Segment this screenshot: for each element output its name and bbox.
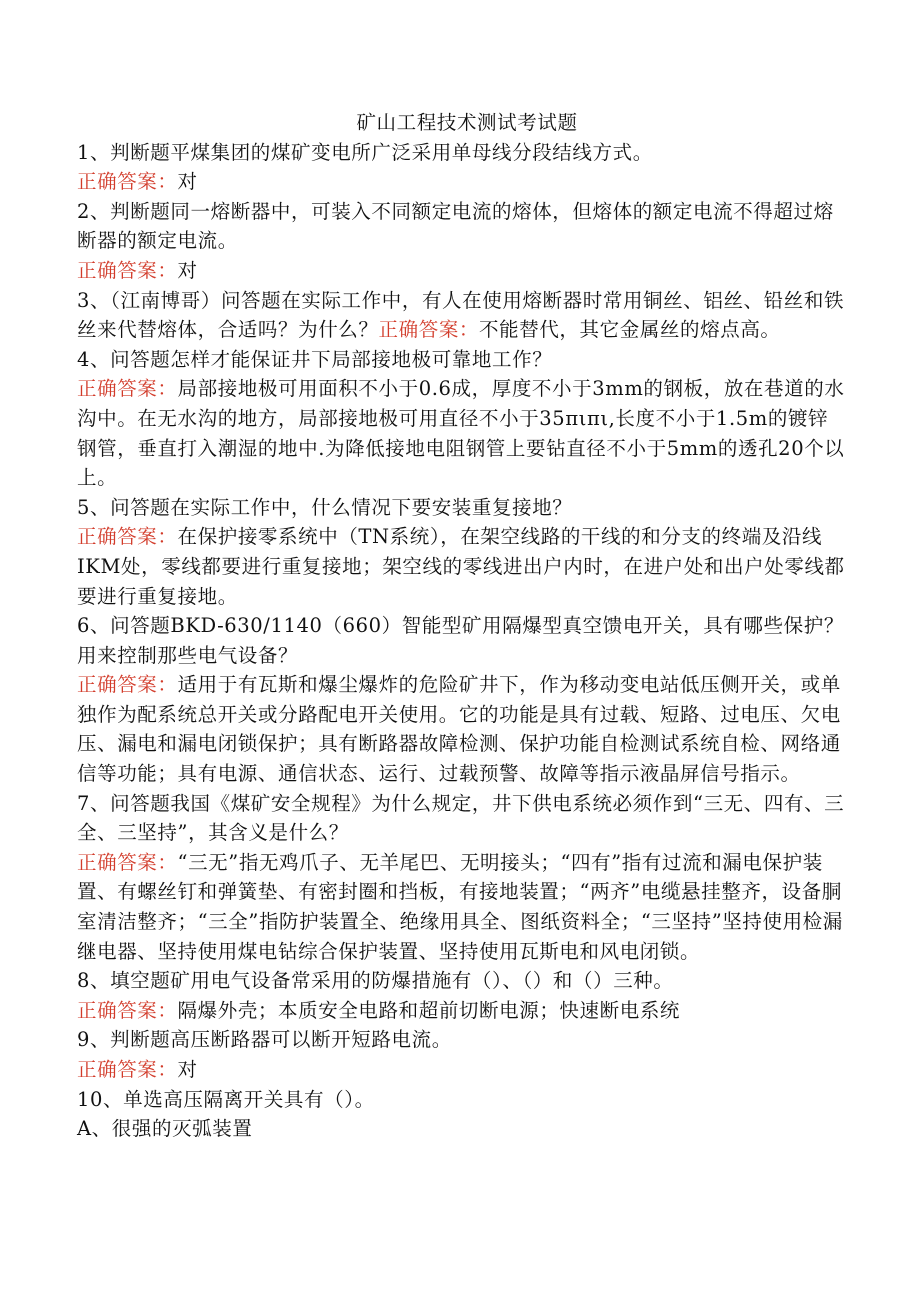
answer-label: 正确答案： [77,1058,178,1081]
answer-8 [77,996,847,1026]
answer-label: 正确答案： [77,377,178,401]
answer-text: 对 [177,1058,198,1081]
answer-6 [77,670,847,788]
answer-7 [77,848,847,966]
answer-text: 不能替代，其它金属丝的熔点高。 [479,318,781,342]
answer-9 [77,1055,847,1085]
question-3 [77,286,847,345]
option-a: A、很强的灭弧装置 [77,1117,253,1141]
answer-label: 正确答案： [77,850,178,874]
answer-text: 隔爆外壳；本质安全电路和超前切断电源；快速断电系统 [177,998,681,1022]
answer-5 [77,522,847,611]
answer-4 [77,374,847,492]
question-8: 8、填空题矿用电气设备常采用的防爆措施有（）、（）和（）三种。 [77,969,674,993]
answer-text: “三无”指无鸡爪子、无羊尾巴、无明接头；“四有”指有过流和漏电保护装置、有螺丝钉和弹簧垫、有密封圈和挡板，有接地装置；“两齐”电缆悬挂整齐，设备胴室清洁整齐；“三全”指防护装置全、绝缘用具全、图纸资料全；“三坚持”坚持使用检漏继电器、坚持使用煤电钻综合保护装置、坚持使用瓦斯电和风电闭锁。 [77,850,843,963]
answer-label: 正确答案： [77,673,178,697]
question-text: 3、（江南博哥）问答题在实际工作中，有人在使用熔断器时常用铜丝、铝丝、铅丝和铁丝来代替熔体，合适吗？为什么？ [77,288,845,342]
answer-text: 对 [177,170,198,194]
question-1: 1、判断题平煤集团的煤矿变电所广泛采用单母线分段结线方式。 [77,140,653,164]
document-page [77,108,847,1144]
answer-label: 正确答案： [77,258,178,282]
answer-label: 正确答案： [77,170,178,194]
answer-2 [77,256,847,286]
answer-label: 正确答案： [77,525,178,549]
question-2: 2、判断题同一熔断器中，可装入不同额定电流的熔体，但熔体的额定电流不得超过熔断器的额定电流。 [77,199,834,253]
question-4: 4、问答题怎样才能保证井下局部接地极可靠地工作？ [77,347,553,371]
answer-label: 正确答案： [77,998,178,1022]
question-9: 9、判断题高压断路器可以断开短路电流。 [77,1028,452,1052]
answer-text: 在保护接零系统中（TN系统），在架空线路的干线的和分支的终端及沿线IKM处，零线都要进行重复接地；架空线的零线进出户内时，在进户处和出户处零线都要进行重复接地。 [77,525,845,608]
question-7: 7、问答题我国《煤矿安全规程》为什么规定，井下供电系统必须作到“三无、四有、三全、三坚持”，其含义是什么？ [77,791,845,845]
question-6: 6、问答题BKD-630/1140（660）智能型矿用隔爆型真空馈电开关，具有哪些保护？用来控制那些电气设备？ [77,614,844,667]
document-title: 矿山工程技术测试考试题 [356,111,578,134]
answer-label: 正确答案： [378,318,480,342]
answer-text: 对 [177,258,198,282]
answer-text: 适用于有瓦斯和爆尘爆炸的危险矿井下，作为移动变电站低压侧开关，或单独作为配系统总开关或分路配电开关使用。它的功能是具有过载、短路、过电压、欠电压、漏电和漏电闭锁保护；具有断路器故障检测、保护功能自检测试系统自检、网络通信等功能；具有电源、通信状态、运行、过载预警、故障等指示液晶屏信号指示。 [77,673,841,786]
answer-text: 局部接地极可用面积不小于0.6成，厚度不小于3mm的钢板，放在巷道的水沟中。在无水沟的地方，局部接地极可用直径不小于35πιπι,长度不小于1.5m的镀锌钢管，垂直打入潮湿的地中.为降低接地电阻钢管上要钻直径不小于5mm的透孔20个以上。 [77,377,845,490]
question-5: 5、问答题在实际工作中，什么情况下要安装重复接地？ [77,495,573,519]
answer-1 [77,167,847,197]
question-10: 10、单选高压隔离开关具有（）。 [77,1087,375,1111]
